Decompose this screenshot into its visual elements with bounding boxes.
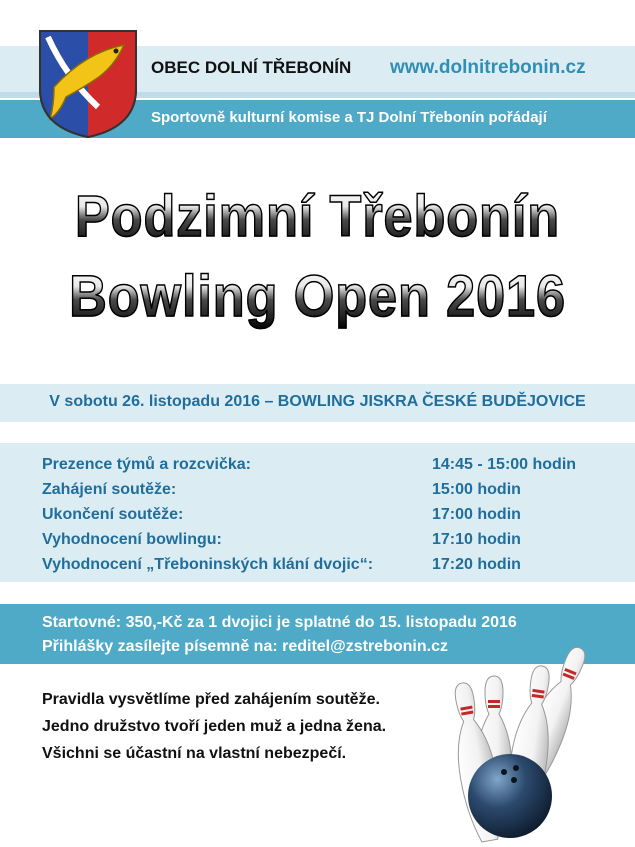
schedule-label: Vyhodnocení bowlingu:	[42, 530, 222, 548]
schedule-label: Vyhodnocení „Třeboninských klání dvojic“:	[42, 555, 374, 573]
schedule-time: 17:00 hodin	[432, 505, 521, 523]
rule-line: Všichni se účastní na vlastní nebezpečí.	[42, 745, 347, 762]
schedule-label: Zahájení soutěže:	[42, 480, 177, 498]
title-line-2: Bowling Open 2016	[32, 263, 604, 330]
organizer-subtitle: Sportovně kulturní komise a TJ Dolní Třebonín pořádají	[151, 109, 547, 126]
rule-line: Jedno družstvo tvoří jeden muž a jedna žena.	[42, 718, 387, 735]
schedule-row	[42, 502, 576, 527]
schedule-time: 17:10 hodin	[432, 530, 521, 548]
bowling-pins-icon	[430, 638, 630, 843]
rules-text	[42, 686, 386, 767]
schedule-label: Prezence týmů a rozcvička:	[42, 455, 251, 473]
schedule-row	[42, 452, 576, 477]
title-line-1: Podzimní Třebonín	[32, 183, 604, 250]
schedule-row	[42, 527, 576, 552]
rule-line: Pravidla vysvětlíme před zahájením soutěže.	[42, 691, 380, 708]
schedule-row	[42, 477, 576, 502]
event-date-venue: V sobotu 26. listopadu 2016 – BOWLING JISKRA ČESKÉ BUDĚJOVICE	[49, 393, 586, 410]
schedule-list	[42, 452, 576, 577]
website-link[interactable]: www.dolnitrebonin.cz	[390, 57, 586, 78]
schedule-time: 15:00 hodin	[432, 480, 521, 498]
schedule-time: 17:20 hodin	[432, 555, 521, 573]
schedule-label: Ukončení soutěže:	[42, 505, 184, 523]
schedule-row	[42, 552, 576, 577]
org-name: OBEC DOLNÍ TŘEBONÍN	[151, 58, 352, 77]
schedule-time: 14:45 - 15:00 hodin	[432, 455, 577, 473]
entry-fee-text: Startovné: 350,-Kč za 1 dvojici je splatné do 15. listopadu 2016	[42, 614, 517, 631]
applications-text: Přihlášky zasílejte písemně na: reditel@zstrebonin.cz	[42, 638, 448, 655]
coat-of-arms-icon	[36, 27, 140, 139]
